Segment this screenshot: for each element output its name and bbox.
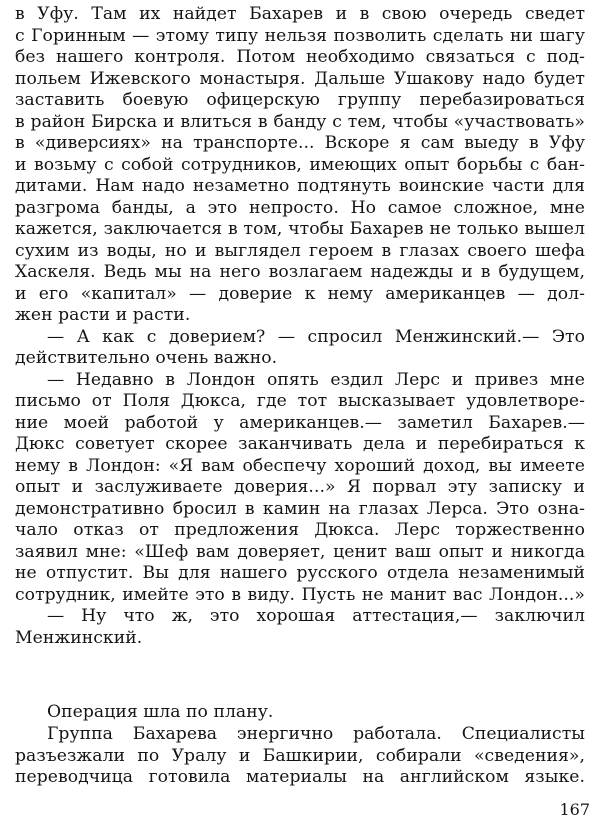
text-line: с Горинным — этому типу нельзя позволить сделать ни шагу xyxy=(15,25,585,46)
text-line: опыт и заслуживаете доверия...» Я порвал эту записку и xyxy=(15,477,585,497)
text-line: в «диверсиях» на транспорте... Вскоре я сам выеду в Уфу xyxy=(15,133,585,153)
text-line: Менжинский. xyxy=(15,627,143,648)
page-number: 167 xyxy=(559,800,590,819)
text-line: нему в Лондон: «Я вам обеспечу хороший доход, вы имеете xyxy=(15,455,585,476)
text-line: письмо от Поля Дюкса, где тот высказывает удовлетворе- xyxy=(15,391,585,411)
text-line: в район Бирска и влиться в банду с тем, чтобы «участвовать» xyxy=(15,111,585,132)
text-line: жен расти и расти. xyxy=(15,305,191,325)
text-line: без нашего контроля. Потом необходимо связаться с под- xyxy=(15,47,585,67)
text-line: сотрудник, имейте это в виду. Пусть не манит вас Лондон...» xyxy=(15,584,585,605)
text-line: сухим из воды, но и выглядел героем в глазах своего шефа xyxy=(15,240,585,261)
text-line: — А как с доверием? — спросил Менжинский.— Это xyxy=(47,326,585,347)
text-line: заявил мне: «Шеф вам доверяет, ценит ваш опыт и никогда xyxy=(15,541,585,562)
text-line: чало отказ от предложения Дюкса. Лерс торжественно xyxy=(15,520,585,540)
text-line: ние моей работой у американцев.— заметил Бахарев.— xyxy=(15,412,585,433)
text-line: Группа Бахарева энергично работала. Специалисты xyxy=(47,724,585,744)
text-line: польем Ижевского монастыря. Дальше Ушакову надо будет xyxy=(15,68,585,89)
text-line: демонстративно бросил в камин на глазах Лерса. Это озна- xyxy=(15,498,585,519)
section-start-line: Операция шла по плану. xyxy=(47,702,274,722)
text-line: переводчица готовила материалы на английском языке. xyxy=(15,767,585,787)
text-line: — Ну что ж, это хорошая аттестация,— заключил xyxy=(47,606,585,626)
text-line: Дюкс советует скорее заканчивать дела и перебираться к xyxy=(15,434,585,454)
text-line: действительно очень важно. xyxy=(15,348,278,368)
text-line: дитами. Нам надо незаметно подтянуть воинские части для xyxy=(15,176,585,196)
text-line: и возьму с собой сотрудников, имеющих опыт борьбы с бан- xyxy=(15,154,585,175)
text-line: заставить боевую офицерскую группу перебазироваться xyxy=(15,90,585,110)
text-line: — Недавно в Лондон опять ездил Лерс и привез мне xyxy=(47,369,585,390)
text-line: разгрома банды, а это непросто. Но самое сложное, мне xyxy=(15,197,585,218)
text-line: кажется, заключается в том, чтобы Бахарев не только вышел xyxy=(15,219,585,239)
text-line: и его «капитал» — доверие к нему американцев — дол- xyxy=(15,283,585,304)
text-line: не отпустит. Вы для нашего русского отдела незаменимый xyxy=(15,563,585,583)
text-line: разъезжали по Уралу и Башкирии, собирали «сведения», xyxy=(15,745,585,766)
text-line: Хаскеля. Ведь мы на него возлагаем надежды и в будущем, xyxy=(15,262,585,282)
text-line: в Уфу. Там их найдет Бахарев и в свою очередь сведет xyxy=(15,4,585,24)
